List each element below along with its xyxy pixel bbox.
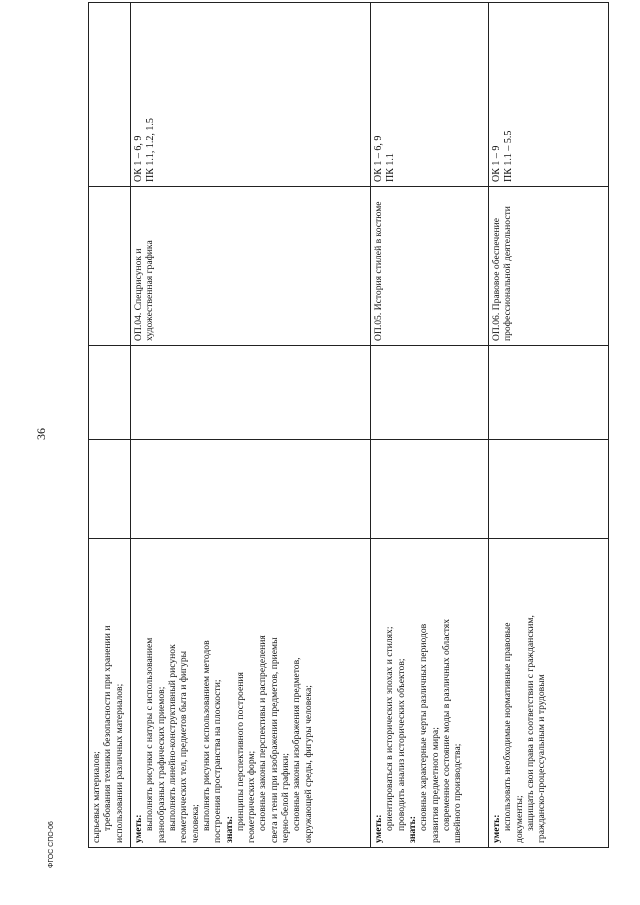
content-line: черно-белой графики; — [280, 753, 292, 843]
content-line: документы; — [513, 795, 525, 843]
empty-cell — [371, 346, 489, 440]
table-row — [89, 3, 131, 848]
content-line: ориентироваться в исторических эпохах и стилях; — [384, 626, 396, 831]
footer-code: ФГОС СПО-06 — [48, 821, 55, 868]
content-line: человека; — [189, 804, 201, 843]
empty-cell — [371, 440, 489, 539]
empty-cell — [489, 346, 609, 440]
content-line: выполнять рисунки с использованием методов — [200, 640, 212, 831]
section-heading: уметь: — [133, 814, 144, 843]
content-cell — [489, 539, 609, 848]
content-line: развития предметного мира; — [429, 727, 441, 843]
empty-cell — [89, 440, 131, 539]
table-row — [489, 3, 609, 848]
content-line: использовании различных материалов; — [113, 683, 125, 843]
content-line: защищать свои права в соответствии с гражданским, — [524, 615, 536, 831]
section-heading: уметь: — [491, 814, 502, 843]
competency-table — [88, 2, 609, 848]
competency-codes-cell: ОК 1 – 6, 9 ПК 1.1 — [371, 3, 489, 187]
content-line: основные законы перспективы и распределения — [257, 635, 269, 831]
empty-cell — [489, 440, 609, 539]
content-cell — [131, 539, 371, 848]
rotated-table-frame — [88, 48, 608, 848]
content-line: выполнять рисунки с натуры с использованием — [144, 637, 156, 831]
section-heading: знать: — [406, 816, 418, 843]
content-line: требования техники безопасности при хранении и — [102, 625, 114, 831]
competency-codes-cell: ОК 1 – 6, 9 ПК 1.1, 1.2, 1.5 — [131, 3, 371, 187]
content-line: выполнять линейно-конструктивный рисунок — [166, 644, 178, 831]
content-line: геометрических форм; — [246, 750, 258, 843]
content-line: гражданско-процессуальным и трудовым — [536, 674, 548, 843]
content-line: окружающей среды, фигуры человека; — [302, 685, 314, 843]
content-line: разнообразных графических приемов; — [155, 686, 167, 843]
table-row — [131, 3, 371, 848]
content-line: проводить анализ исторических объектов; — [395, 658, 407, 831]
empty-cell — [131, 440, 371, 539]
content-line: света и тени при изображении предметов, приемы — [268, 637, 280, 843]
content-line: принципы перспективного построения — [234, 672, 246, 831]
content-line: основные характерные черты различных периодов — [418, 623, 430, 831]
content-line: швейного производства; — [452, 743, 464, 843]
discipline-cell — [89, 187, 131, 346]
content-line: использовать необходимые нормативные правовые — [502, 622, 514, 831]
content-line: геометрических тел, предметов быта и фигуры — [178, 650, 190, 843]
discipline-cell: ОП.06. Правовое обеспечение профессиональной деятельности — [489, 187, 609, 346]
content-cell — [371, 539, 489, 848]
content-cell — [89, 539, 131, 848]
competency-codes-cell — [89, 3, 131, 187]
competency-codes-cell: ОК 1 – 9 ПК 1.1 – 5.5 — [489, 3, 609, 187]
content-line: основные законы изображения предметов, — [291, 657, 303, 831]
discipline-cell: ОП.05. История стилей в костюме — [371, 187, 489, 346]
content-line: построения пространства на плоскости; — [212, 679, 224, 843]
discipline-cell: ОП.04. Спецрисунок и художественная графика — [131, 187, 371, 346]
content-line: сырьевых материалов; — [91, 751, 102, 843]
content-line: современное состояние моды в различных областях — [440, 618, 452, 831]
section-heading: знать: — [223, 816, 235, 843]
table-row — [371, 3, 489, 848]
section-heading: уметь: — [373, 814, 384, 843]
empty-cell — [131, 346, 371, 440]
empty-cell — [89, 346, 131, 440]
page-number: 36 — [34, 428, 48, 440]
